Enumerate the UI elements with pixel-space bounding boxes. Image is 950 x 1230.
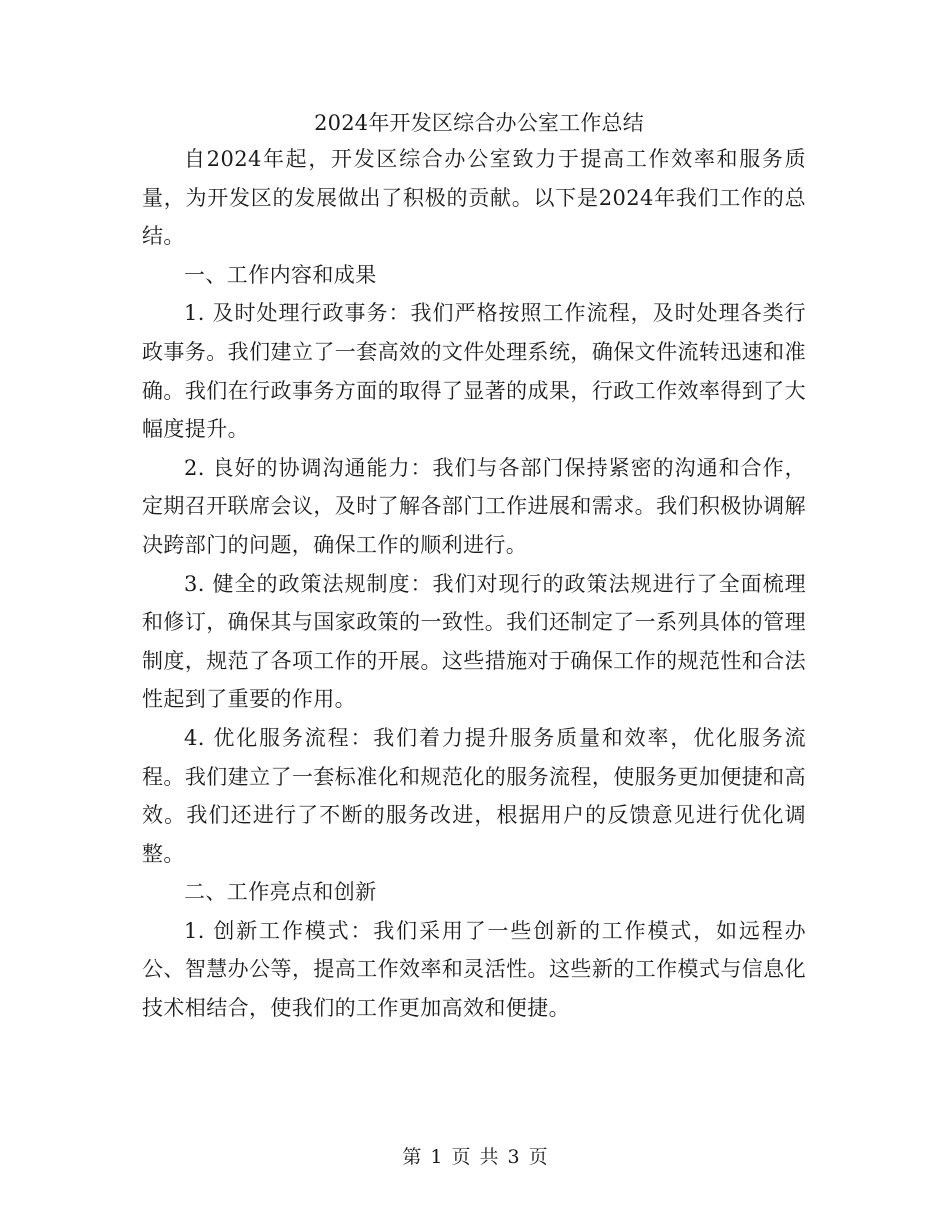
page-number-footer: 第 1 页 共 3 页: [402, 1146, 548, 1168]
section-heading-highlights: 二、工作亮点和创新: [184, 880, 377, 905]
item-paragraph-service-process: 4. 优化服务流程：我们着力提升服务质量和效率，优化服务流程。我们建立了一套标准化和规范化的服务流程，使服务更加便捷和高效。我们还进行了不断的服务改进，根据用户的反馈意见进行优化调整。: [142, 725, 806, 866]
document-title: 2024年开发区综合办公室工作总结: [314, 111, 644, 135]
section-heading-work-content: 一、工作内容和成果: [184, 262, 377, 287]
item-paragraph-policy-system: 3. 健全的政策法规制度：我们对现行的政策法规进行了全面梳理和修订，确保其与国家政策的一致性。我们还制定了一系列具体的管理制度，规范了各项工作的开展。这些措施对于确保工作的规范性和合法性起到了重要的作用。: [142, 571, 806, 712]
item-paragraph-admin-affairs: 1. 及时处理行政事务：我们严格按照工作流程，及时处理各类行政事务。我们建立了一套高效的文件处理系统，确保文件流转迅速和准确。我们在行政事务方面的取得了显著的成果，行政工作效率得到了大幅度提升。: [142, 301, 806, 442]
item-paragraph-work-mode: 1. 创新工作模式：我们采用了一些创新的工作模式，如远程办公、智慧办公等，提高工作效率和灵活性。这些新的工作模式与信息化技术相结合，使我们的工作更加高效和便捷。: [142, 918, 806, 1021]
intro-paragraph: 自2024年起，开发区综合办公室致力于提高工作效率和服务质量，为开发区的发展做出了积极的贡献。以下是2024年我们工作的总结。: [142, 147, 806, 249]
item-paragraph-coordination: 2. 良好的协调沟通能力：我们与各部门保持紧密的沟通和合作，定期召开联席会议，及时了解各部门工作进展和需求。我们积极协调解决跨部门的问题，确保工作的顺利进行。: [142, 455, 806, 557]
document-body: [142, 106, 806, 1028]
